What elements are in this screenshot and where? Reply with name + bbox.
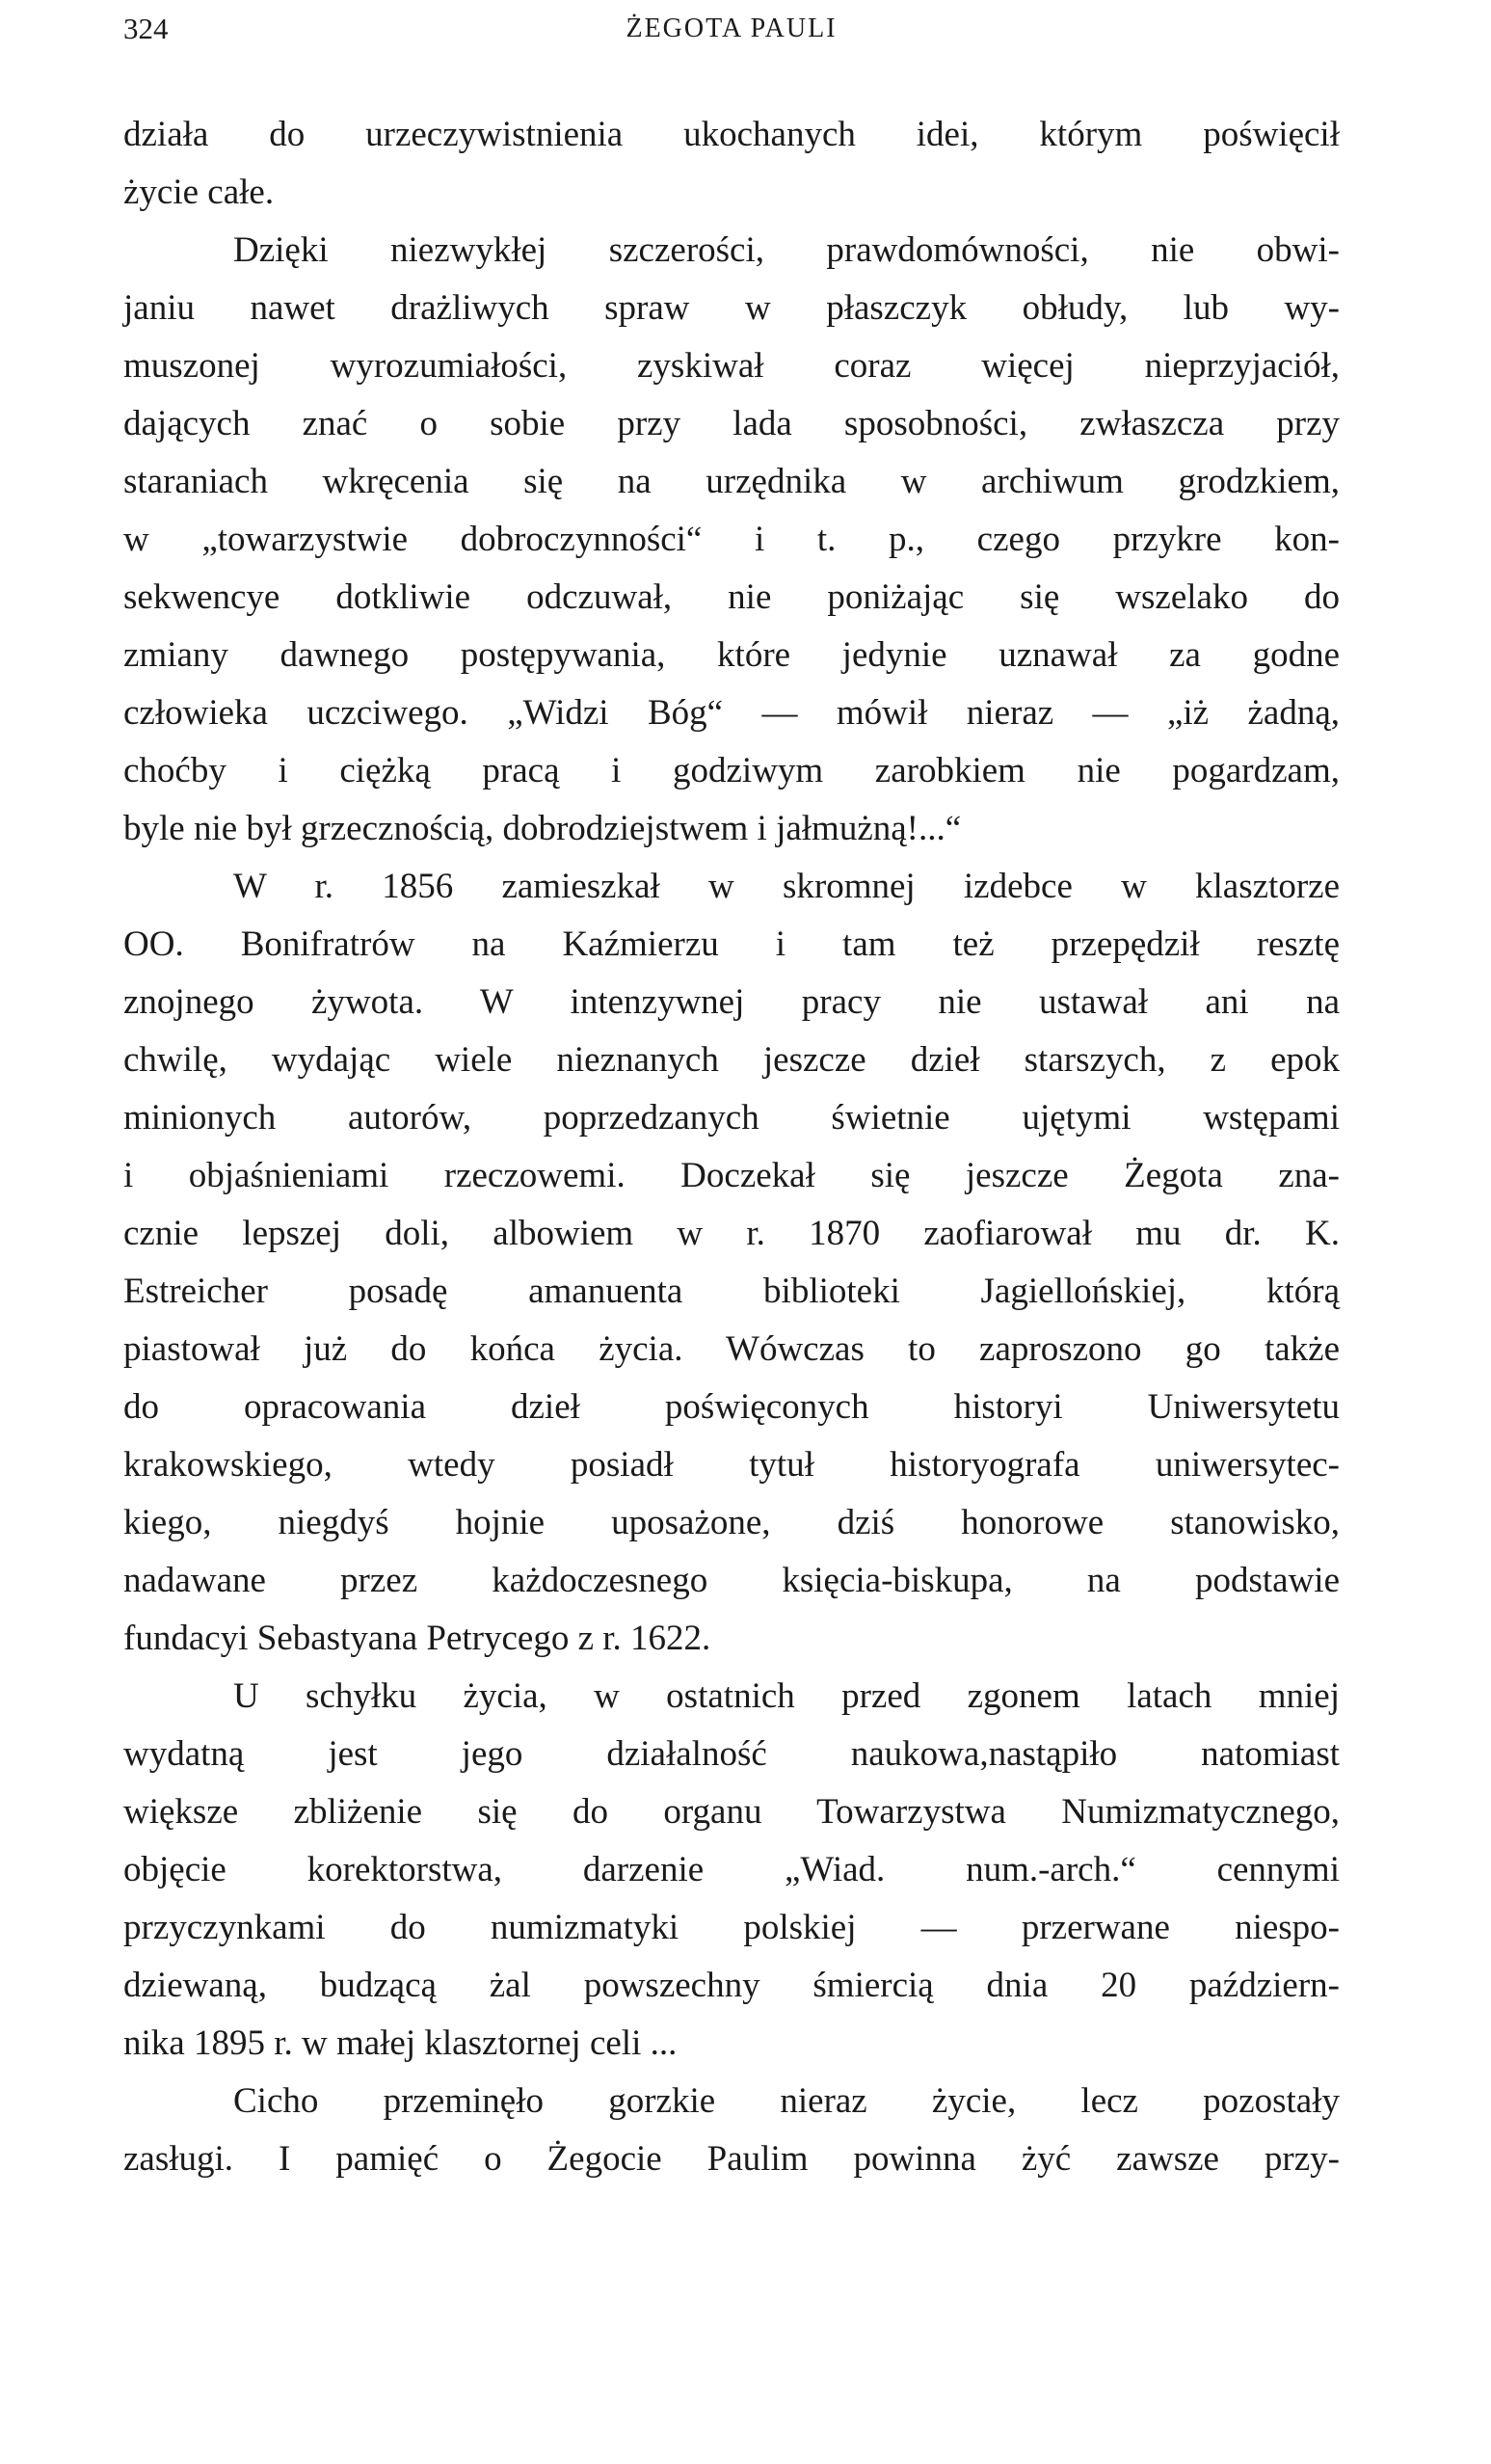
text-line: nika 1895 r. w małej klasztornej celi ... (123, 2023, 678, 2063)
text-line: zasługi. I pamięć o Żegocie Paulim powinna żyć zawsze przy- (123, 2139, 1340, 2179)
text-line: dziewaną, budzącą żal powszechny śmiercią dnia 20 październ- (123, 1966, 1340, 2005)
text-line: przyczynkami do numizmatyki polskiej — przerwane niespo- (123, 1908, 1340, 1947)
body-text (123, 106, 1340, 2188)
text-line: znojnego żywota. W intenzywnej pracy nie ustawał ani na (123, 982, 1340, 1022)
text-line: chwilę, wydając wiele nieznanych jeszcze dzieł starszych, z epok (123, 1040, 1340, 1080)
text-line: minionych autorów, poprzedzanych świetnie ujętymi wstępami (123, 1098, 1340, 1138)
text-line: do opracowania dzieł poświęconych historyi Uniwersytetu (123, 1387, 1340, 1427)
text-line: człowieka uczciwego. „Widzi Bóg“ — mówił nieraz — „iż żadną, (123, 693, 1340, 733)
text-line: krakowskiego, wtedy posiadł tytuł historyografa uniwersytec- (123, 1445, 1340, 1485)
text-line: kiego, niegdyś hojnie uposażone, dziś honorowe stanowisko, (123, 1503, 1340, 1542)
text-line: dających znać o sobie przy lada sposobności, zwłaszcza przy (123, 404, 1340, 443)
text-line: cznie lepszej doli, albowiem w r. 1870 zaofiarował mu dr. K. (123, 1214, 1340, 1253)
text-line: sekwencye dotkliwie odczuwał, nie poniżając się wszelako do (123, 577, 1340, 617)
text-line: i objaśnieniami rzeczowemi. Doczekał się jeszcze Żegota zna- (123, 1156, 1340, 1195)
text-line: w „towarzystwie dobroczynności“ i t. p., czego przykre kon- (123, 520, 1340, 559)
page-number: 324 (123, 12, 169, 45)
text-line: staraniach wkręcenia się na urzędnika w archiwum grodzkiem, (123, 462, 1340, 501)
text-line: byle nie był grzecznością, dobrodziejstwem i jałmużną!...“ (123, 809, 962, 848)
text-line: janiu nawet drażliwych spraw w płaszczyk obłudy, lub wy- (123, 288, 1340, 328)
text-line: choćby i ciężką pracą i godziwym zarobkiem nie pogardzam, (123, 751, 1340, 790)
page-header (123, 10, 1340, 48)
text-line: wydatną jest jego działalność naukowa,nastąpiło natomiast (123, 1734, 1340, 1774)
text-line: fundacyi Sebastyana Petrycego z r. 1622. (123, 1619, 711, 1658)
paragraph-start-line: Dzięki niezwykłej szczerości, prawdomówności, nie obwi- (233, 230, 1340, 270)
text-line: muszonej wyrozumiałości, zyskiwał coraz więcej nieprzyjaciół, (123, 346, 1340, 386)
text-line: nadawane przez każdoczesnego księcia-biskupa, na podstawie (123, 1561, 1340, 1600)
text-line: większe zbliżenie się do organu Towarzystwa Numizmatycznego, (123, 1792, 1340, 1832)
paragraph-start-line: U schyłku życia, w ostatnich przed zgonem latach mniej (233, 1676, 1340, 1716)
paragraph-start-line: W r. 1856 zamieszkał w skromnej izdebce w klasztorze (233, 867, 1340, 906)
text-line: działa do urzeczywistnienia ukochanych idei, którym poświęcił (123, 115, 1340, 154)
paragraph-start-line: Cicho przeminęło gorzkie nieraz życie, lecz pozostały (233, 2081, 1340, 2121)
text-line: OO. Bonifratrów na Kaźmierzu i tam też przepędził resztę (123, 924, 1340, 964)
text-line: życie całe. (123, 173, 275, 212)
running-head: ŻEGOTA PAULI (626, 13, 838, 43)
text-line: Estreicher posadę amanuenta biblioteki Jagiellońskiej, którą (123, 1272, 1340, 1311)
text-line: objęcie korektorstwa, darzenie „Wiad. num.-arch.“ cennymi (123, 1850, 1340, 1889)
text-line: piastował już do końca życia. Wówczas to zaproszono go także (123, 1329, 1340, 1369)
text-line: zmiany dawnego postępywania, które jedynie uznawał za godne (123, 635, 1340, 675)
